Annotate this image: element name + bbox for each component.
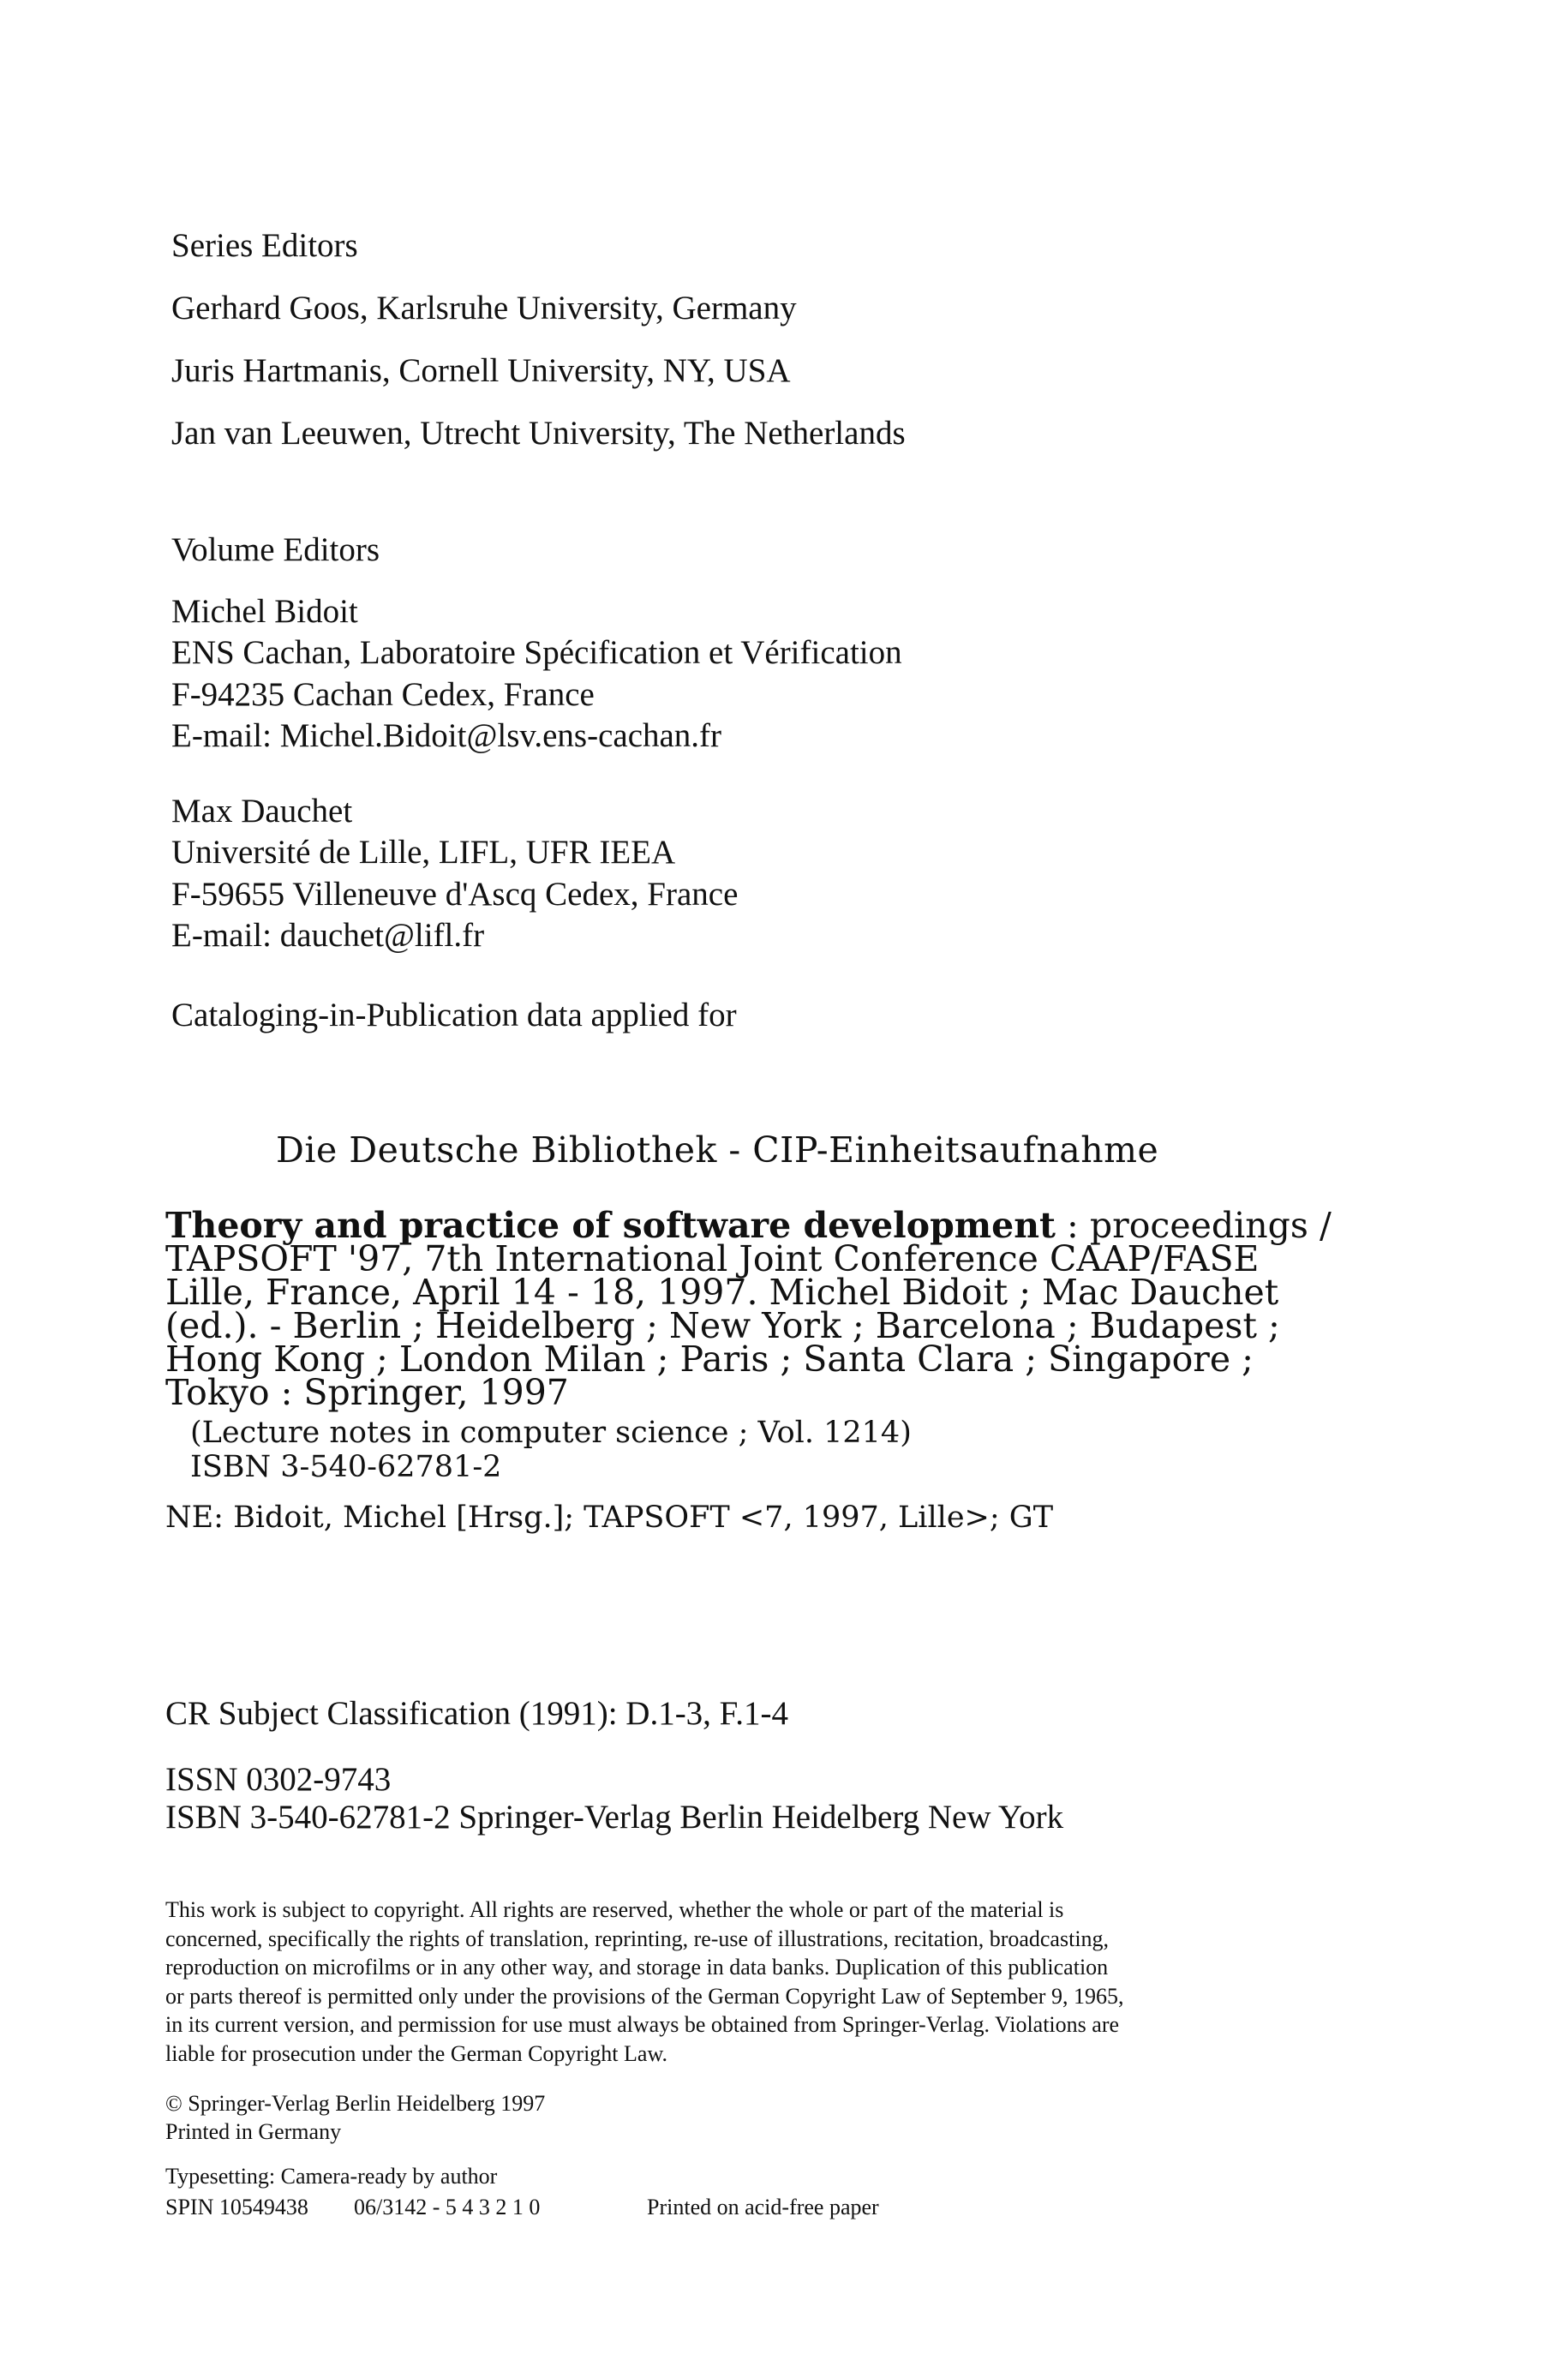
cip-heading: Die Deutsche Bibliothek - CIP-Einheitsaufnahme [276,1129,1159,1171]
copyright-notice-line: reproduction on microfilms or in any other way, and storage in data banks. Duplication of this publication [165,1955,1109,1980]
isbn-full: ISBN 3-540-62781-2 Springer-Verlag Berlin Heidelberg New York [165,1799,1064,1836]
printed-in: Printed in Germany [165,2119,342,2144]
series-editor-line: Gerhard Goos, Karlsruhe University, Germany [171,290,797,326]
volume-editor-line: F-94235 Cachan Cedex, France [171,676,595,713]
series-editor-line: Juris Hartmanis, Cornell University, NY, USA [171,352,791,389]
volume-editor-line: ENS Cachan, Laboratoire Spécification et Vérification [171,634,902,671]
spin-number: SPIN 10549438 [165,2195,308,2219]
cip-line: Lille, France, April 14 - 18, 1997. Michel Bidoit ; Mac Dauchet [165,1272,1279,1313]
paper-note: Printed on acid-free paper [647,2195,879,2219]
publisher-copyright: © Springer-Verlag Berlin Heidelberg 1997 [165,2091,546,2116]
copyright-notice-line: liable for prosecution under the German Copyright Law. [165,2040,668,2066]
typesetting-note: Typesetting: Camera-ready by author [165,2164,498,2189]
issn: ISSN 0302-9743 [165,1761,392,1798]
volume-editor-email: E-mail: Michel.Bidoit@lsv.ens-cachan.fr [171,717,722,754]
volume-editor-line: Université de Lille, LIFL, UFR IEEA [171,834,676,871]
copyright-notice [165,1896,1314,2068]
cip-line: TAPSOFT '97, 7th International Joint Conference CAAP/FASE [165,1238,1260,1279]
copyright-notice-line: This work is subject to copyright. All rights are reserved, whether the whole or part of the material is [165,1897,1064,1922]
copyright-notice-line: in its current version, and permission for use must always be obtained from Springer-Verlag. Violations are [165,2012,1120,2037]
volume-editor-line: Michel Bidoit [171,593,358,630]
copyright-notice-line: or parts thereof is permitted only under the provisions of the German Copyright Law of September 9, 1965, [165,1983,1124,2009]
cip-isbn: ISBN 3-540-62781-2 [190,1450,502,1484]
cip-line: Hong Kong ; London Milan ; Paris ; Santa Clara ; Singapore ; [165,1339,1254,1380]
cataloging-note: Cataloging-in-Publication data applied for [171,997,737,1033]
cip-series-note: (Lecture notes in computer science ; Vol. 1214) [190,1416,912,1450]
print-code: 06/3142 - 5 4 3 2 1 0 [354,2195,541,2219]
cip-line: Tokyo : Springer, 1997 [165,1372,569,1413]
volume-editor-line: F-59655 Villeneuve d'Ascq Cedex, France [171,876,739,913]
copyright-notice-line: concerned, specifically the rights of translation, reprinting, re-use of illustrations, recitation, broadcasting, [165,1926,1110,1951]
volume-editor-email: E-mail: dauchet@lifl.fr [171,917,485,954]
volume-editors-heading: Volume Editors [171,531,380,568]
series-editor-line: Jan van Leeuwen, Utrecht University, The Netherlands [171,415,906,452]
cip-line: (ed.). - Berlin ; Heidelberg ; New York ; Barcelona ; Budapest ; [165,1305,1280,1346]
cip-title: Theory and practice of software development [165,1205,1056,1246]
series-editors-heading: Series Editors [171,227,358,264]
cip-ne: NE: Bidoit, Michel [Hrsg.]; TAPSOFT <7, 1997, Lille>; GT [165,1500,1054,1535]
volume-editor-line: Max Dauchet [171,793,353,830]
cr-classification: CR Subject Classification (1991): D.1-3, F.1-4 [165,1695,788,1732]
cip-title-suffix: : proceedings / [1055,1205,1332,1246]
